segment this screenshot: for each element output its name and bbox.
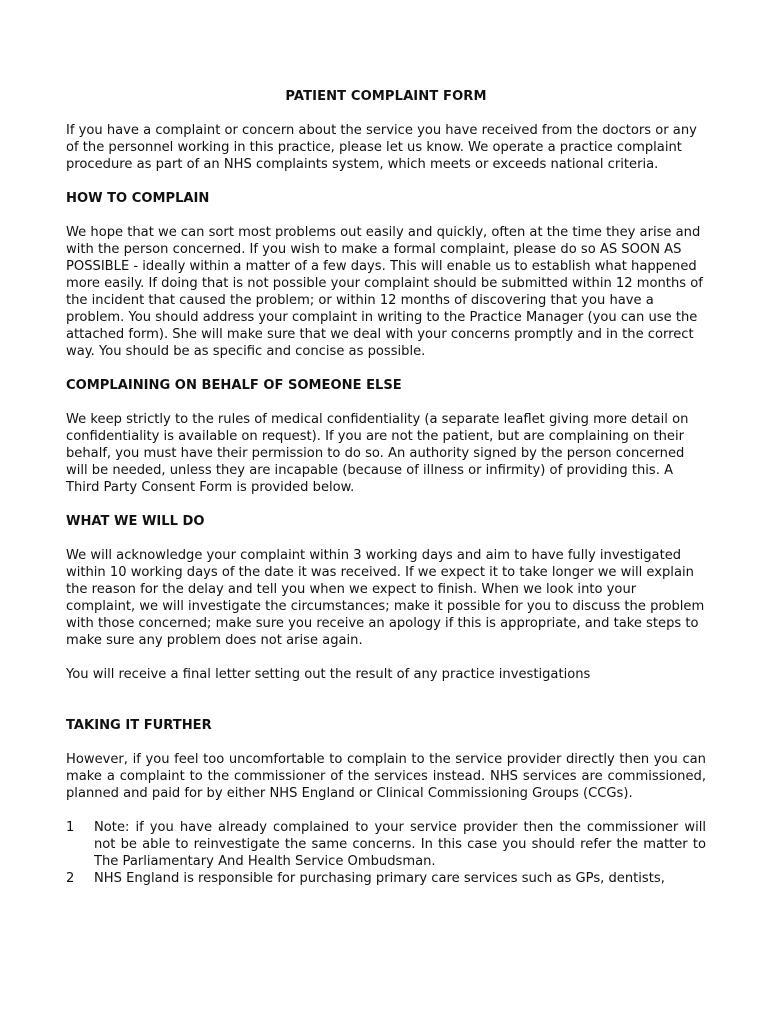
list-item: [66, 870, 706, 887]
behalf-paragraph: We keep strictly to the rules of medical confidentiality (a separate leaflet giving more detail on confidentiality is available on request). If you are not the patient, but are complaining on their behalf, you must have their permission to do so. An authority signed by the person concerned will be needed, unless they are incapable (because of illness or infirmity) of providing this. A Third Party Consent Form is provided below.: [66, 412, 689, 495]
taking-further-paragraph: However, if you feel too uncomfortable to complain to the service provider directly then you can make a complaint to the commissioner of the services instead. NHS services are commissioned, planned and paid for by either NHS England or Clinical Commissioning Groups (CCGs).: [66, 752, 706, 801]
page-title: PATIENT COMPLAINT FORM: [285, 89, 487, 104]
intro-paragraph: If you have a complaint or concern about the service you have received from the doctors or any of the personnel working in this practice, please let us know. We operate a practice complaint procedure as part of an NHS complaints system, which meets or exceeds national criteria.: [66, 123, 697, 172]
what-we-do-paragraph: We will acknowledge your complaint within 3 working days and aim to have fully investigated within 10 working days of the date it was received. If we expect it to take longer we will explain the reason for the delay and tell you when we expect to finish. When we look into your complaint, we will investigate the circumstances; make it possible for you to discuss the problem with those concerned; make sure you receive an apology if this is appropriate, and take steps to make sure any problem does not arise again.: [66, 548, 705, 648]
taking-further-heading: TAKING IT FURTHER: [66, 718, 212, 733]
behalf-heading: COMPLAINING ON BEHALF OF SOMEONE ELSE: [66, 378, 402, 393]
notes-list: [66, 819, 706, 887]
spacer: [66, 700, 706, 717]
list-item-number: 1: [66, 820, 75, 835]
list-item: [66, 819, 706, 870]
what-we-do-heading: WHAT WE WILL DO: [66, 514, 205, 529]
list-item-number: 2: [66, 871, 75, 886]
list-item-text: Note: if you have already complained to your service provider then the commissioner will not be able to reinvestigate the same concerns. In this case you should refer the matter to The Parliamentary And Health Service Ombudsman.: [94, 820, 706, 869]
how-to-complain-heading: HOW TO COMPLAIN: [66, 191, 210, 206]
list-item-text: NHS England is responsible for purchasing primary care services such as GPs, dentists,: [94, 871, 665, 886]
how-to-complain-paragraph: We hope that we can sort most problems out easily and quickly, often at the time they arise and with the person concerned. If you wish to make a formal complaint, please do so AS SOON AS POSSIBLE - ideally within a matter of a few days. This will enable us to establish what happened more easily. If doing that is not possible your complaint should be submitted within 12 months of the incident that caused the problem; or within 12 months of discovering that you have a problem. You should address your complaint in writing to the Practice Manager (you can use the attached form). She will make sure that we deal with your concerns promptly and in the correct way. You should be as specific and concise as possible.: [66, 225, 703, 359]
document-page: [66, 88, 706, 887]
final-letter-paragraph: You will receive a final letter setting out the result of any practice investigations: [66, 667, 591, 682]
